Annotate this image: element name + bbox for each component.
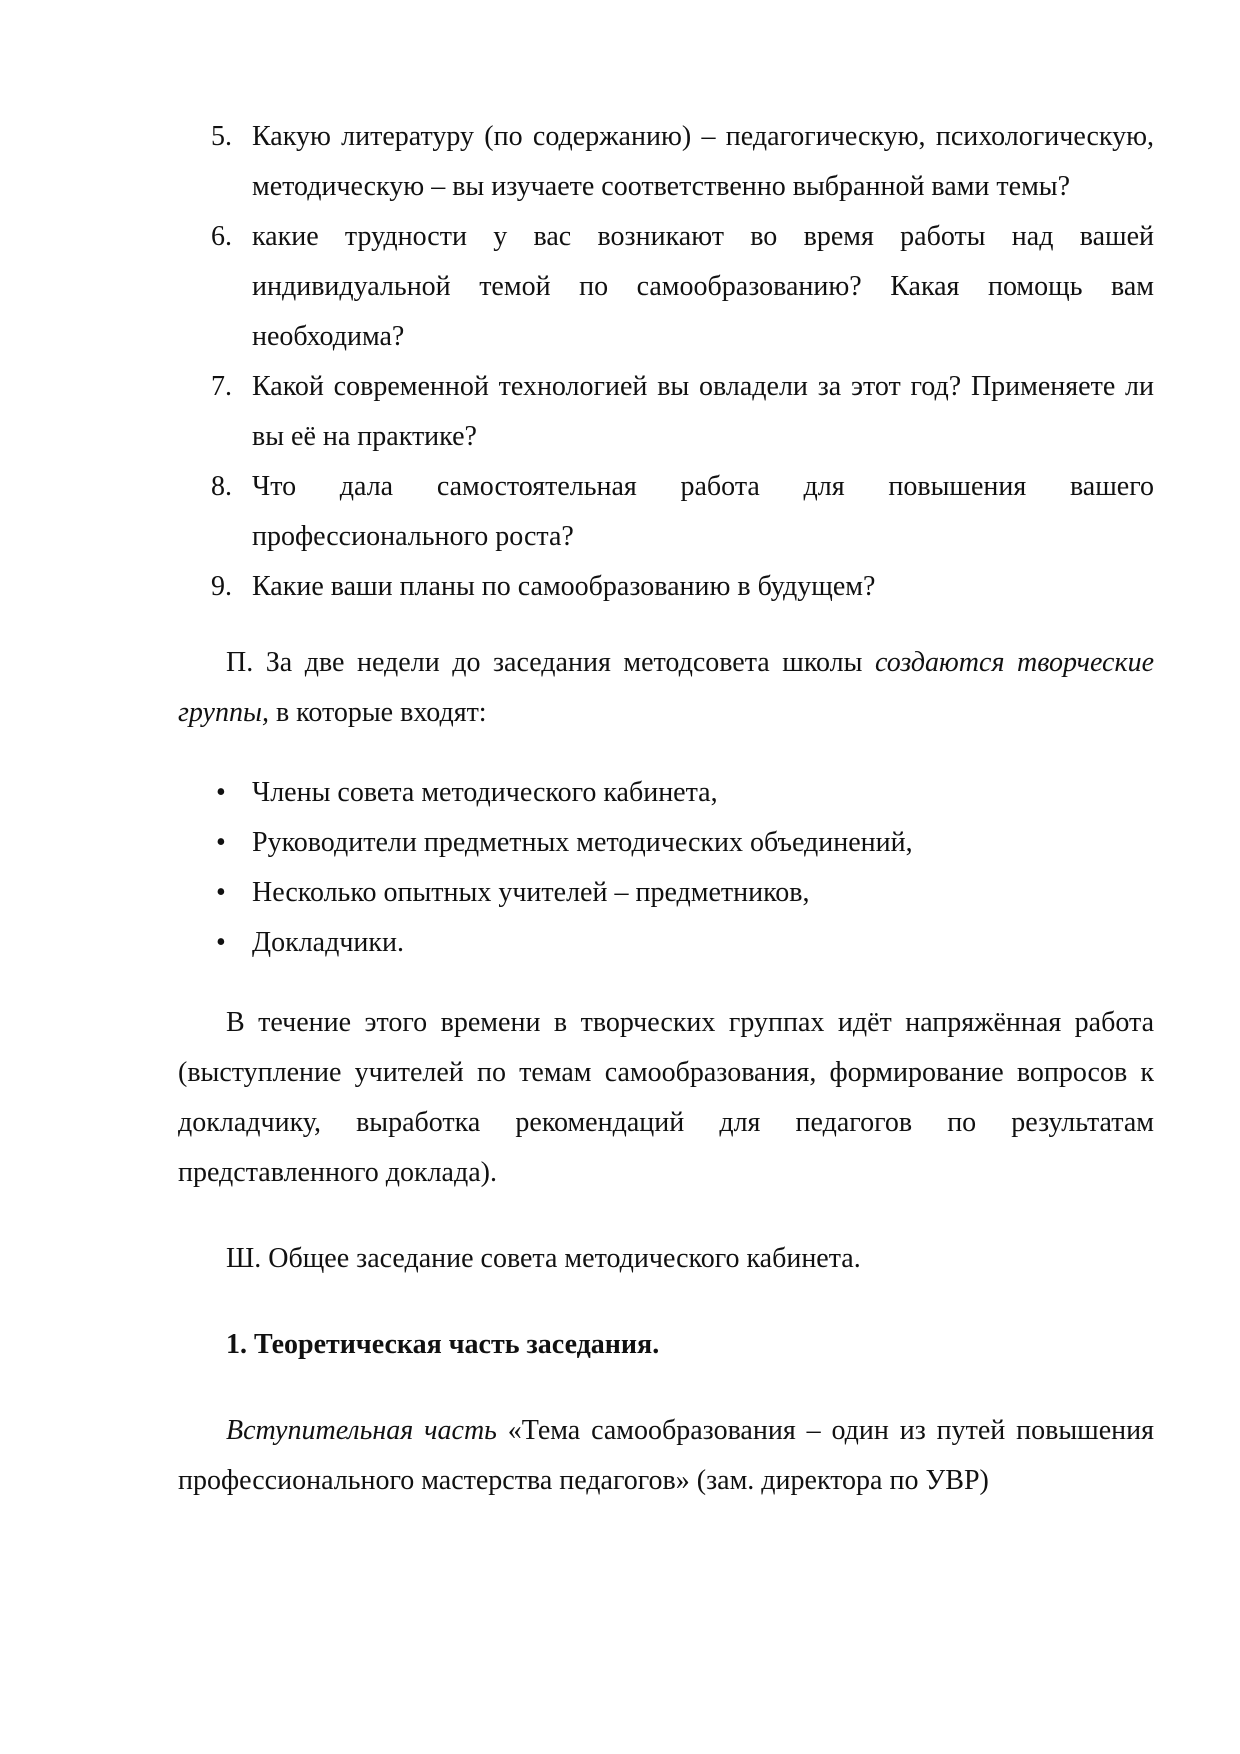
section-2-emphasis: создаются творческие группы, [178, 647, 1154, 728]
list-item [178, 768, 1154, 818]
list-item-number: 5. [211, 121, 232, 152]
list-item-text: Что дала самостоятельная работа для повышения вашего профессионального роста? [252, 471, 1154, 552]
section-3-paragraph: Ш. Общее заседание совета методического кабинета. [226, 1243, 861, 1274]
list-item [178, 818, 1154, 868]
list-item [178, 868, 1154, 918]
list-item [178, 112, 1154, 212]
questions-list [178, 112, 1154, 612]
intro-paragraph [178, 1406, 1154, 1506]
list-item-text: какие трудности у вас возникают во время работы над вашей индивидуальной темой по самообразованию? Какая помощь вам необходима? [252, 221, 1154, 352]
list-item-text: Какой современной технологией вы овладели за этот год? Применяете ли вы её на практике? [252, 371, 1154, 452]
list-item [178, 918, 1154, 968]
intro-emphasis: Вступительная часть [226, 1415, 497, 1446]
list-item [178, 362, 1154, 462]
intro-text: «Тема самообразования – один из путей повышения профессионального мастерства педагогов» (зам. директора по УВР) [178, 1415, 1154, 1496]
groups-list [178, 768, 1154, 968]
list-item-text: Докладчики. [252, 927, 405, 958]
bullet-icon: • [216, 927, 226, 958]
bullet-icon: • [216, 827, 226, 858]
section-2-prefix: П. За две недели до заседания методсовета школы [226, 647, 875, 678]
list-item-number: 6. [211, 221, 232, 252]
list-item-number: 9. [211, 571, 232, 602]
list-item-number: 8. [211, 471, 232, 502]
list-item-number: 7. [211, 371, 232, 402]
section-2-paragraph [178, 638, 1154, 738]
list-item [178, 462, 1154, 562]
work-paragraph: В течение этого времени в творческих группах идёт напряжённая работа (выступление учителей по темам самообразования, формирование вопросов к докладчику, выработка рекомендаций для педагогов по результатам представленного доклада). [178, 1007, 1154, 1188]
list-item-text: Руководители предметных методических объединений, [252, 827, 913, 858]
theory-heading: 1. Теоретическая часть заседания. [226, 1329, 660, 1360]
list-item-text: Какую литературу (по содержанию) – педагогическую, психологическую, методическую – вы изучаете соответственно выбранной вами темы? [252, 121, 1154, 202]
bullet-icon: • [216, 777, 226, 808]
list-item-text: Члены совета методического кабинета, [252, 777, 718, 808]
list-item-text: Несколько опытных учителей – предметников, [252, 877, 810, 908]
list-item [178, 562, 1154, 612]
list-item [178, 212, 1154, 362]
section-2-suffix: в которые входят: [268, 697, 487, 728]
bullet-icon: • [216, 877, 226, 908]
list-item-text: Какие ваши планы по самообразованию в будущем? [252, 571, 876, 602]
document-content [178, 112, 1154, 1506]
